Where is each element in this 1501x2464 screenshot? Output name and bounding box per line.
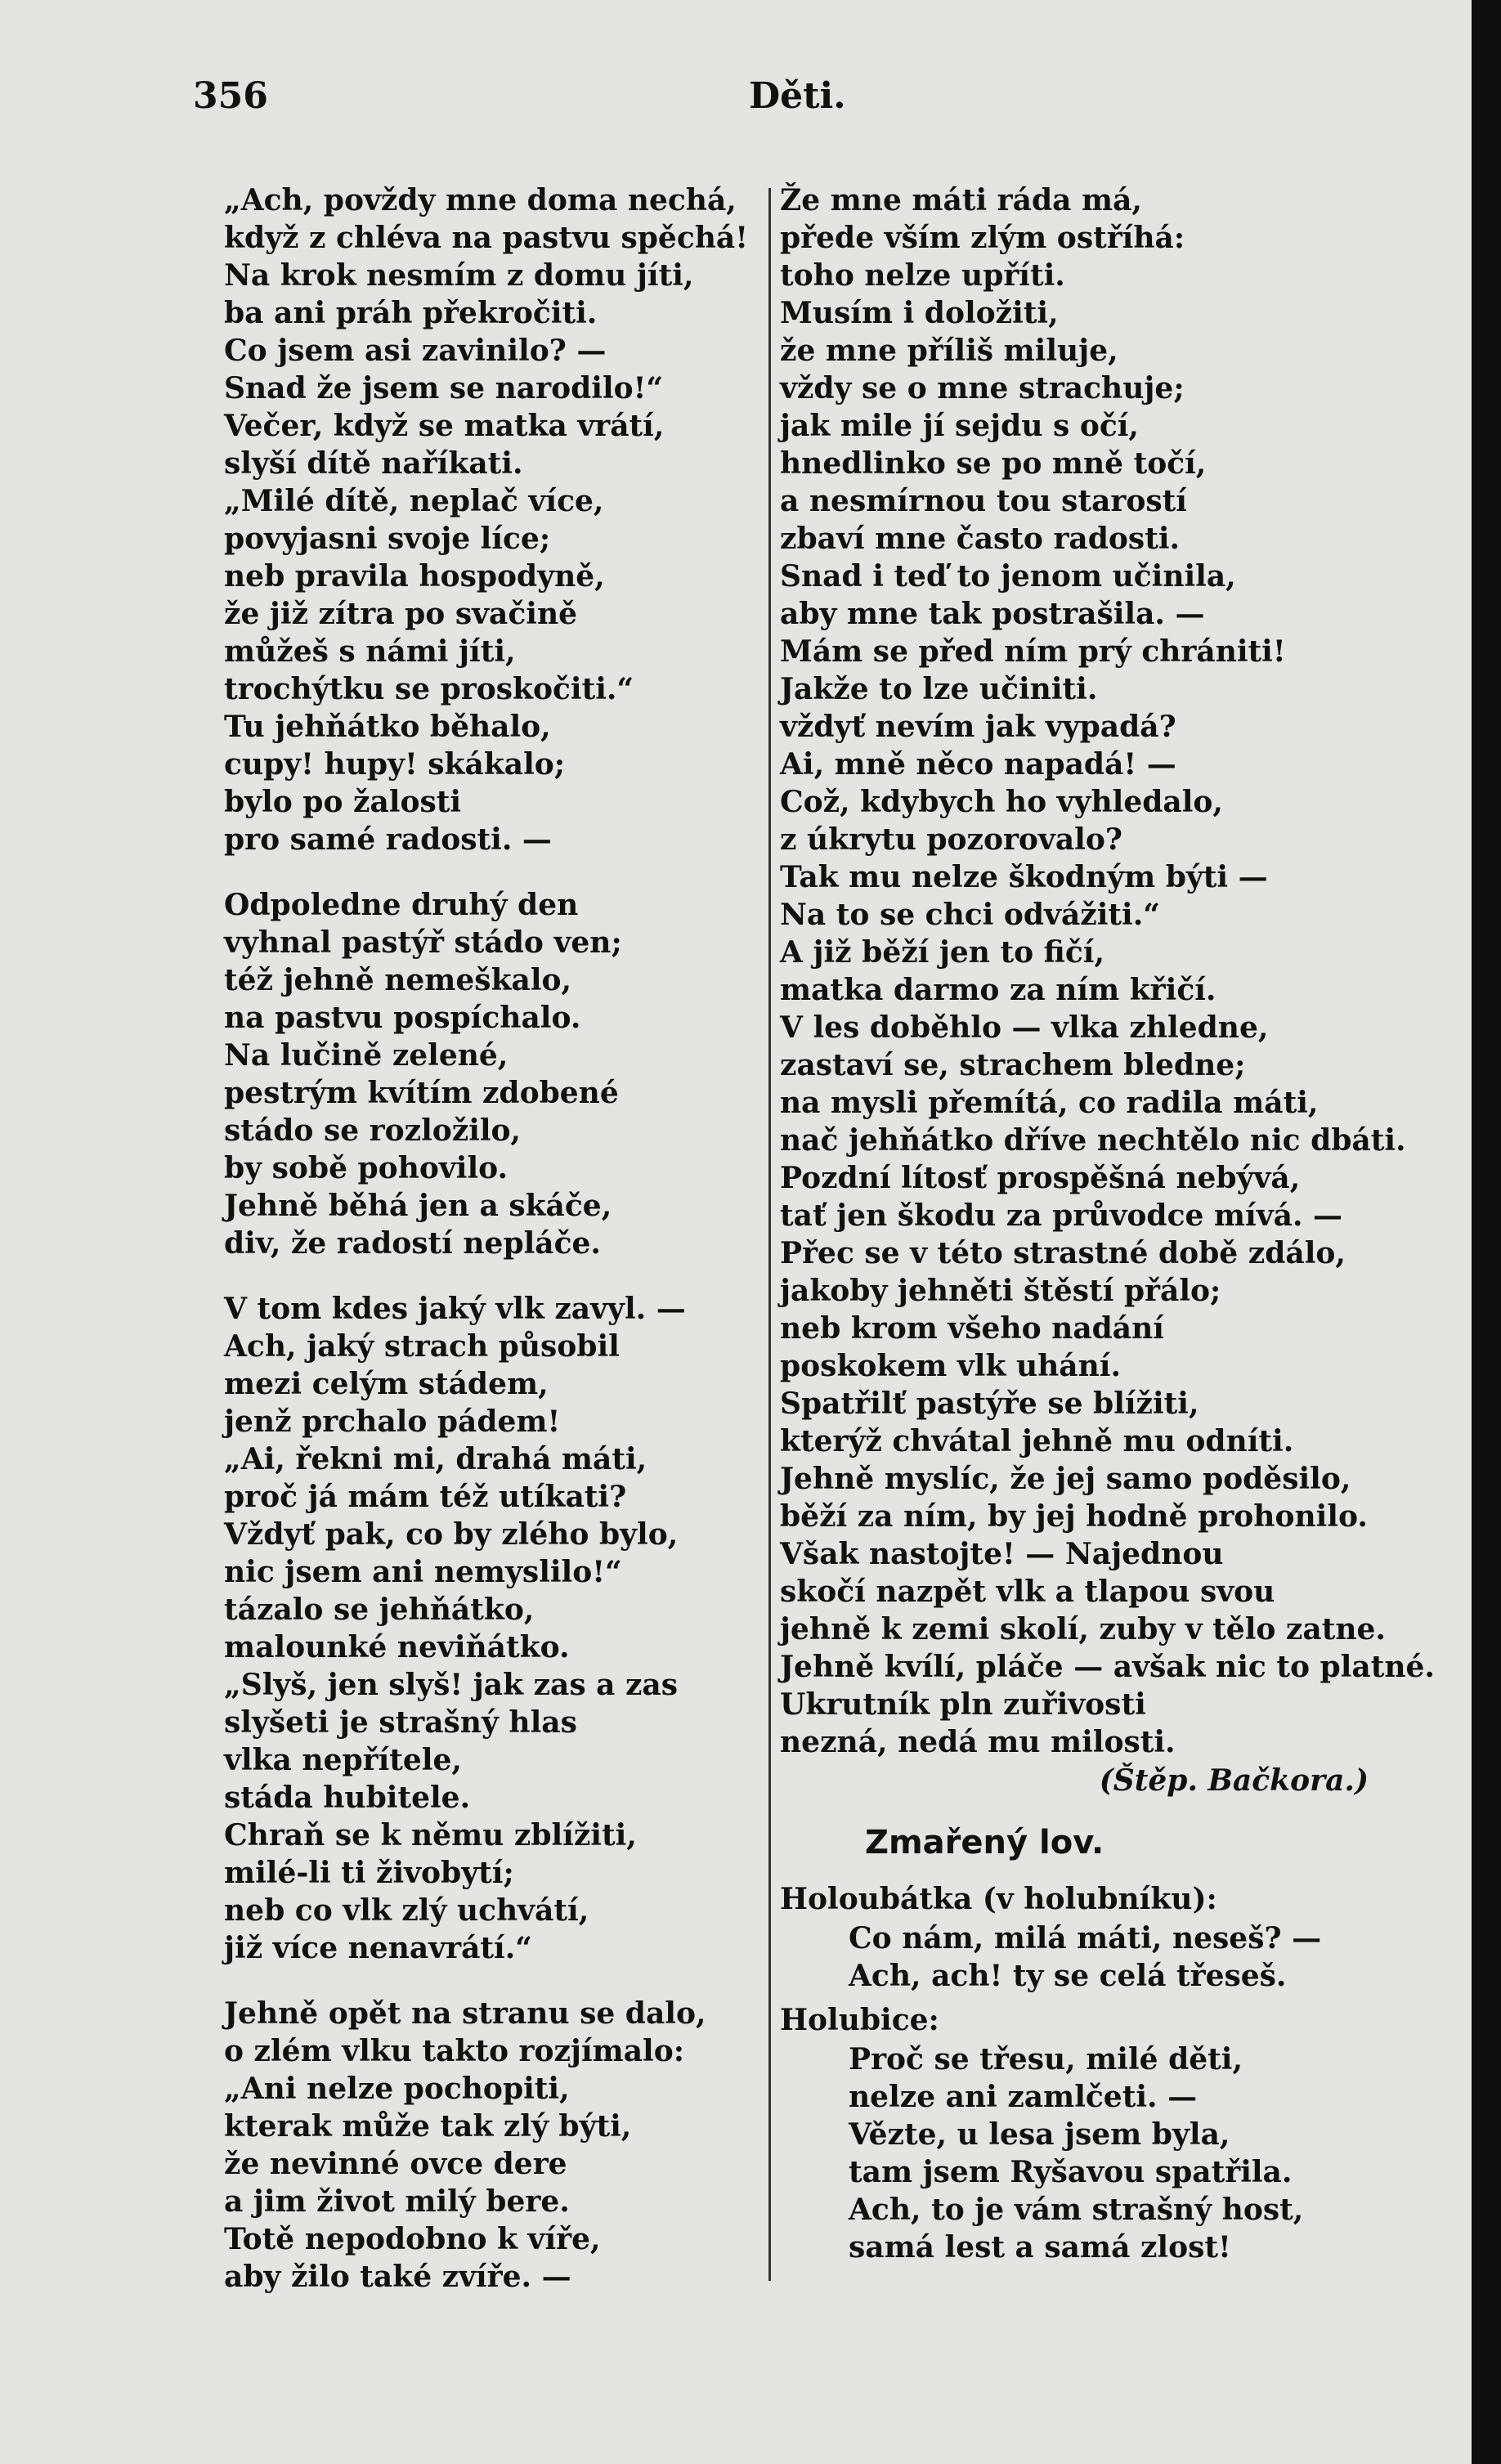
verse-line: neb pravila hospodyně, bbox=[224, 559, 605, 594]
scan-edge bbox=[1472, 0, 1501, 2464]
verse-line: „Milé dítě, neplač více, bbox=[224, 484, 604, 518]
verse-line: Jehně běhá jen a skáče, bbox=[224, 1189, 612, 1223]
verse-line: Spatřilť pastýře se blížiti, bbox=[780, 1387, 1199, 1421]
verse-line: stáda hubitele. bbox=[224, 1781, 471, 1815]
verse-line: malounké neviňátko. bbox=[224, 1630, 570, 1664]
verse-line: Snad že jsem se narodilo!“ bbox=[224, 371, 664, 405]
verse-line: nelze ani zamlčeti. — bbox=[849, 2080, 1198, 2114]
verse-line: povyjasni svoje líce; bbox=[224, 522, 551, 556]
verse-line: pro samé radosti. — bbox=[224, 822, 552, 857]
verse-line: neb co vlk zlý uchvátí, bbox=[224, 1893, 589, 1928]
verse-line: vždy se o mne strachuje; bbox=[780, 371, 1185, 405]
verse-line: Na lučině zelené, bbox=[224, 1038, 509, 1073]
stanza-gap bbox=[224, 1967, 747, 1995]
verse-line: jehně k zemi skolí, zuby v tělo zatne. bbox=[780, 1612, 1386, 1646]
verse-line: Však nastojte! — Najednou bbox=[780, 1537, 1224, 1571]
verse-line: zastaví se, strachem bledne; bbox=[780, 1048, 1246, 1082]
verse-line: Přec se v této strastné době zdálo, bbox=[780, 1236, 1346, 1270]
verse-line: Ukrutník pln zuřivosti bbox=[780, 1687, 1146, 1722]
verse-line: Snad i teď to jenom učinila, bbox=[780, 559, 1236, 594]
verse-line: Na krok nesmím z domu jíti, bbox=[224, 258, 694, 293]
verse-line: tať jen škodu za průvodce mívá. — bbox=[780, 1198, 1343, 1233]
verse-line: div, že radostí nepláče. bbox=[224, 1226, 601, 1261]
verse-line: mezi celým stádem, bbox=[224, 1367, 549, 1401]
verse-line: a nesmírnou tou starostí bbox=[780, 484, 1187, 518]
verse-line: běží za ním, by jej hodně prohonilo. bbox=[780, 1499, 1368, 1534]
verse-line: poskokem vlk uhání. bbox=[780, 1349, 1122, 1383]
verse-line: též jehně nemeškalo, bbox=[224, 963, 572, 997]
running-head: Děti. bbox=[749, 75, 846, 117]
verse-line: Což, kdybych ho vyhledalo, bbox=[780, 785, 1223, 819]
verse-line: „Ai, řekni mi, drahá máti, bbox=[224, 1442, 647, 1476]
verse-line: stádo se rozložilo, bbox=[224, 1113, 522, 1148]
verse-line: již více nenavrátí.“ bbox=[224, 1931, 532, 1965]
verse-line: kterak může tak zlý býti, bbox=[224, 2109, 632, 2144]
verse-line: ba ani práh překročiti. bbox=[224, 296, 598, 330]
verse-line: milé-li ti živobytí; bbox=[224, 1856, 514, 1890]
verse-line: nač jehňátko dříve nechtělo nic dbáti. bbox=[780, 1123, 1406, 1158]
verse-line: vlka nepřítele, bbox=[224, 1743, 462, 1777]
verse-line: Vězte, u lesa jsem byla, bbox=[849, 2117, 1230, 2152]
verse-line: „Ach, povždy mne doma nechá, bbox=[224, 183, 737, 217]
verse-line: Jakže to lze učiniti. bbox=[780, 672, 1098, 706]
verse-line: z úkrytu pozorovalo? bbox=[780, 822, 1122, 857]
verse-line: Tak mu nelze škodným býti — bbox=[780, 860, 1268, 894]
verse-line: Pozdní lítosť prospěšná nebývá, bbox=[780, 1161, 1301, 1195]
verse-line: skočí nazpět vlk a tlapou svou bbox=[780, 1575, 1275, 1609]
verse-line: jak mile jí sejdu s očí, bbox=[780, 409, 1139, 443]
verse-line: „Slyš, jen slyš! jak zas a zas bbox=[224, 1668, 679, 1702]
right-poem-lines bbox=[780, 181, 1435, 1761]
page-header bbox=[193, 75, 1373, 132]
verse-line: na pastvu pospíchalo. bbox=[224, 1001, 581, 1035]
verse-line: toho nelze upříti. bbox=[780, 258, 1065, 293]
verse-line: proč já mám též utíkati? bbox=[224, 1480, 627, 1514]
verse-line: cupy! hupy! skákalo; bbox=[224, 747, 566, 782]
verse-line: můžeš s námi jíti, bbox=[224, 634, 516, 669]
verse-line: jakoby jehněti štěstí přálo; bbox=[780, 1274, 1221, 1308]
verse-line: pestrým kvítím zdobené bbox=[224, 1076, 619, 1110]
page-number: 356 bbox=[193, 75, 268, 117]
verse-line: když z chléva na pastvu spěchá! bbox=[224, 221, 749, 255]
speaker-label: Holoubátka (v holubníku): bbox=[780, 1882, 1217, 1916]
speech-block bbox=[780, 2041, 1401, 2266]
verse-line: kterýž chvátal jehně mu odníti. bbox=[780, 1424, 1294, 1458]
verse-line: že nevinné ovce dere bbox=[224, 2147, 567, 2181]
verse-line: aby mne tak postrašila. — bbox=[780, 597, 1205, 631]
speech-block bbox=[780, 1920, 1401, 1995]
verse-line: že mne příliš miluje, bbox=[780, 334, 1118, 368]
verse-line: Vždyť pak, co by zlého bylo, bbox=[224, 1517, 679, 1552]
verse-line: tam jsem Ryšavou spatřila. bbox=[849, 2155, 1293, 2189]
verse-line: a jim život milý bere. bbox=[224, 2184, 570, 2219]
verse-line: jenž prchalo pádem! bbox=[224, 1404, 561, 1439]
verse-line: by sobě pohovilo. bbox=[224, 1151, 509, 1185]
verse-line: hnedlinko se po mně točí, bbox=[780, 446, 1207, 481]
verse-line: Ach, ach! ty se celá třeseš. bbox=[849, 1959, 1287, 1993]
verse-line: samá lest a samá zlost! bbox=[849, 2230, 1231, 2265]
author-attribution: (Štěp. Bačkora.) bbox=[1099, 1763, 1369, 1798]
verse-line: Na to se chci odvážiti.“ bbox=[780, 898, 1160, 932]
verse-line: slyší dítě naříkati. bbox=[224, 446, 523, 481]
verse-line: trochýtku se proskočiti.“ bbox=[224, 672, 634, 706]
verse-line: o zlém vlku takto rozjímalo: bbox=[224, 2034, 685, 2068]
verse-line: Ai, mně něco napadá! — bbox=[780, 747, 1176, 782]
left-column bbox=[224, 181, 747, 2296]
verse-line: slyšeti je strašný hlas bbox=[224, 1705, 577, 1740]
verse-line: Musím i doložiti, bbox=[780, 296, 1059, 330]
stanza-gap bbox=[224, 1262, 747, 1290]
verse-line: na mysli přemítá, co radila máti, bbox=[780, 1086, 1319, 1120]
verse-line: Chraň se k němu zblížiti, bbox=[224, 1818, 637, 1852]
verse-line: Proč se třesu, milé děti, bbox=[849, 2042, 1243, 2076]
verse-line: Že mne máti ráda má, bbox=[780, 183, 1142, 217]
verse-line: matka darmo za ním křičí. bbox=[780, 973, 1216, 1007]
verse-line: Jehně myslíc, že jej samo poděsilo, bbox=[780, 1462, 1351, 1496]
stanza-gap bbox=[224, 858, 747, 886]
verse-line: Ach, jaký strach působil bbox=[224, 1329, 620, 1364]
verse-line: V tom kdes jaký vlk zavyl. — bbox=[224, 1292, 686, 1326]
column-divider bbox=[768, 188, 771, 2281]
verse-line: přede vším zlým ostříhá: bbox=[780, 221, 1185, 255]
verse-line: V les doběhlo — vlka zhledne, bbox=[780, 1010, 1269, 1045]
verse-line: nic jsem ani nemyslilo!“ bbox=[224, 1555, 622, 1589]
verse-line: Jehně opět na stranu se dalo, bbox=[224, 1996, 706, 2031]
verse-line: aby žilo také zvíře. — bbox=[224, 2260, 571, 2294]
verse-line: Co nám, milá máti, neseš? — bbox=[849, 1921, 1322, 1956]
verse-line: nezná, nedá mu milosti. bbox=[780, 1725, 1176, 1759]
verse-line: vždyť nevím jak vypadá? bbox=[780, 710, 1176, 744]
right-column bbox=[780, 181, 1435, 2266]
verse-line: Tu jehňátko běhalo, bbox=[224, 710, 551, 744]
verse-line: že již zítra po svačině bbox=[224, 597, 578, 631]
verse-line: Odpoledne druhý den bbox=[224, 888, 579, 922]
verse-line: tázalo se jehňátko, bbox=[224, 1593, 535, 1627]
verse-line: Co jsem asi zavinilo? — bbox=[224, 334, 607, 368]
verse-line: Totě nepodobno k víře, bbox=[224, 2222, 601, 2256]
verse-line: Večer, když se matka vrátí, bbox=[224, 409, 665, 443]
verse-line: Ach, to je vám strašný host, bbox=[849, 2193, 1304, 2227]
verse-line: bylo po žalosti bbox=[224, 785, 462, 819]
verse-line: A již běží jen to fičí, bbox=[780, 935, 1104, 970]
verse-line: neb krom všeho nadání bbox=[780, 1311, 1164, 1346]
verse-line: „Ani nelze pochopiti, bbox=[224, 2072, 570, 2106]
speaker-label: Holubice: bbox=[780, 2003, 939, 2037]
poem-title: Zmařený lov. bbox=[865, 1824, 1104, 1861]
verse-line: zbaví mne často radosti. bbox=[780, 522, 1181, 556]
verse-line: vyhnal pastýř stádo ven; bbox=[224, 925, 622, 960]
verse-line: Mám se před ním prý chrániti! bbox=[780, 634, 1286, 669]
verse-line: Jehně kvílí, pláče — avšak nic to platné. bbox=[780, 1650, 1435, 1684]
